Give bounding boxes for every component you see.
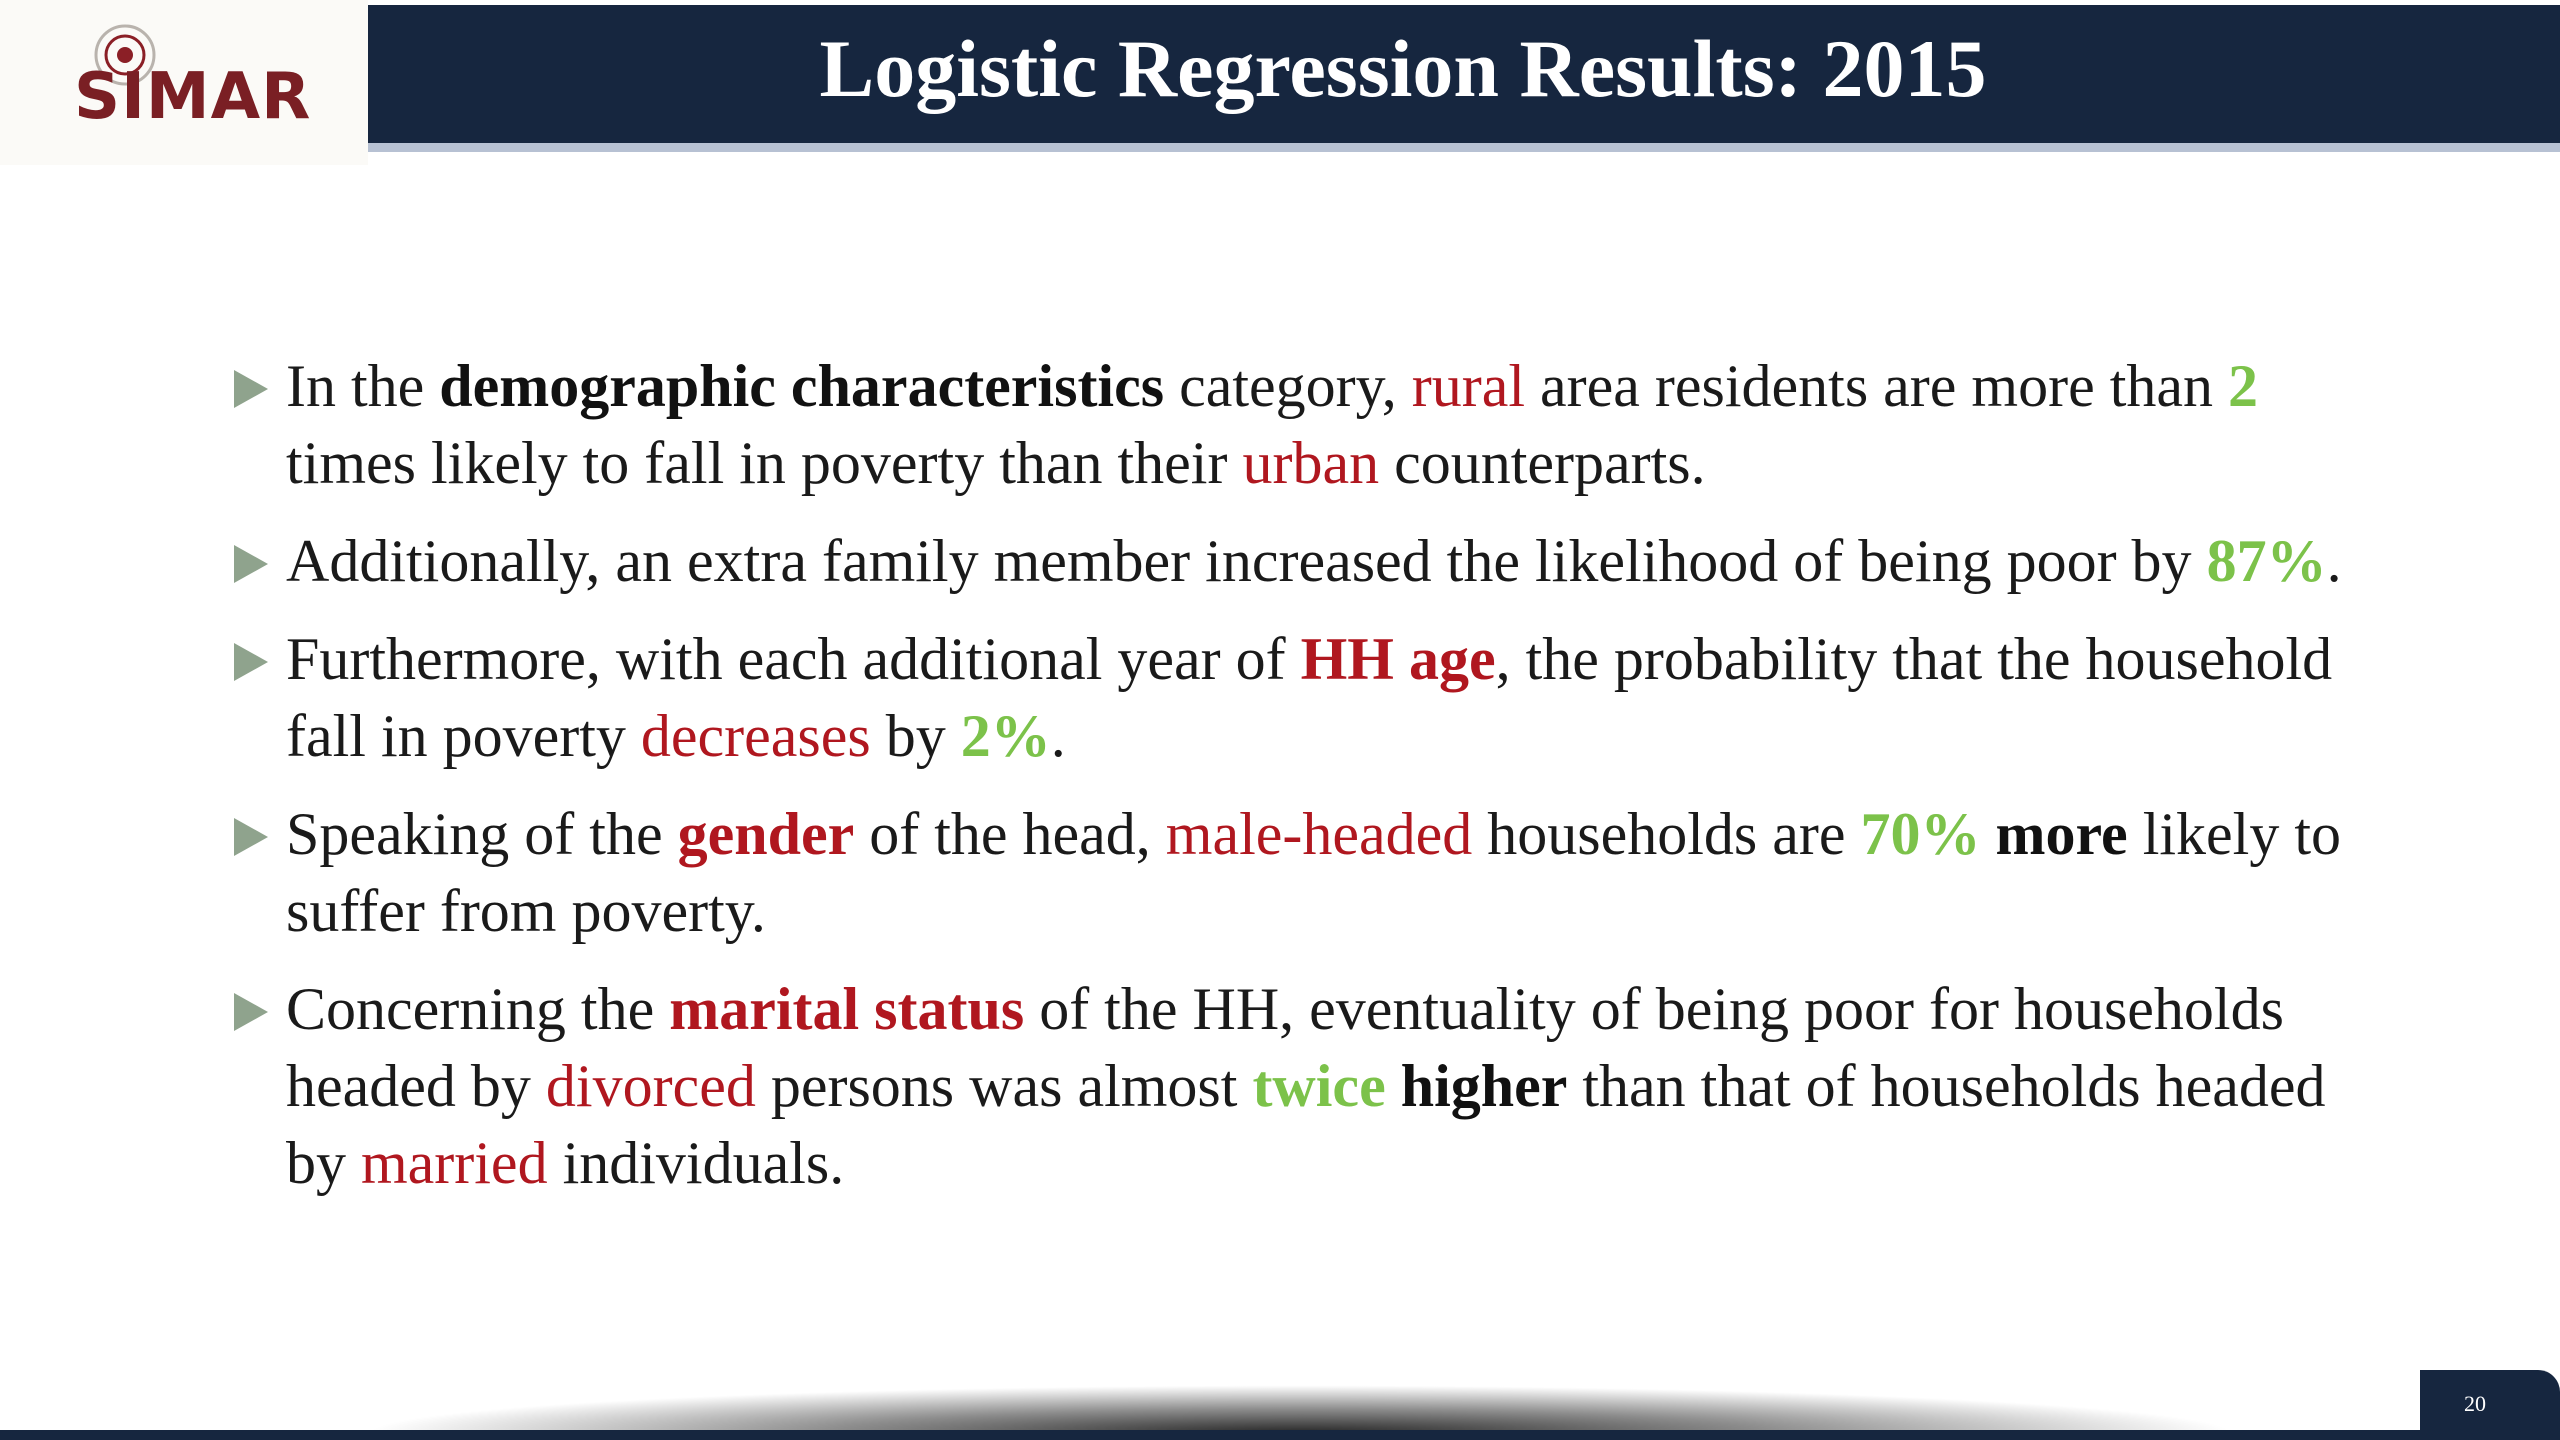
triangle-bullet-icon (234, 643, 268, 681)
text: . (2326, 528, 2342, 594)
highlight-red-bold: marital status (669, 976, 1025, 1042)
bullet-list (230, 348, 2390, 1223)
bullet-item-hh-age (230, 621, 2390, 775)
text: Furthermore, with each additional year of (286, 626, 1301, 692)
highlight-green: 2 (2228, 353, 2258, 419)
text: persons was almost (755, 1053, 1253, 1119)
bold-text: demographic characteristics (439, 353, 1165, 419)
highlight-red-bold: gender (677, 801, 855, 867)
logo-text: SIMAR (74, 60, 312, 134)
logo (0, 0, 368, 165)
highlight-red-bold: HH age (1300, 626, 1496, 692)
text: Concerning the (286, 976, 670, 1042)
text: times likely to fall in poverty than their (286, 430, 1243, 496)
page-title: Logistic Regression Results: 2015 (819, 23, 1987, 114)
highlight-red: urban (1242, 430, 1380, 496)
text: households are (1472, 801, 1861, 867)
text: of the head, (854, 801, 1166, 867)
text: individuals. (547, 1130, 845, 1196)
text: area residents are more than (1525, 353, 2228, 419)
highlight-green: twice (1252, 1053, 1386, 1119)
text: Additionally, an extra family member increased the likelihood of being poor by (286, 528, 2207, 594)
bold-text: higher (1400, 1053, 1568, 1119)
triangle-bullet-icon (234, 993, 268, 1031)
triangle-bullet-icon (234, 818, 268, 856)
text (1386, 1053, 1401, 1119)
page-number: 20 (2464, 1391, 2486, 1416)
highlight-green: 2% (960, 703, 1051, 769)
text: counterparts. (1379, 430, 1706, 496)
triangle-bullet-icon (234, 545, 268, 583)
bullet-item-demographic (230, 348, 2390, 502)
bullet-item-gender (230, 796, 2390, 950)
header-underline (368, 143, 2560, 152)
triangle-bullet-icon (234, 370, 268, 408)
highlight-red: divorced (545, 1053, 756, 1119)
bullet-item-marital-status (230, 971, 2390, 1202)
text: category, (1164, 353, 1412, 419)
bold-text: more (1995, 801, 2128, 867)
highlight-green: 70% (1860, 801, 1981, 867)
highlight-green: 87% (2206, 528, 2327, 594)
text: Speaking of the (286, 801, 678, 867)
text: than that of households headed by (286, 1053, 2326, 1196)
highlight-red: rural (1411, 353, 1526, 419)
footer-bar (0, 1430, 2560, 1440)
footer-shadow (360, 1385, 2240, 1433)
text: by (870, 703, 961, 769)
text: , the probability that the household fall in poverty (286, 626, 2333, 769)
highlight-red: married (361, 1130, 548, 1196)
text: In the (286, 353, 440, 419)
text: of the HH, eventuality of being poor for households headed by (286, 976, 2284, 1119)
text: likely to suffer from poverty. (286, 801, 2341, 944)
text (1981, 801, 1996, 867)
highlight-red: male-headed (1165, 801, 1473, 867)
text: . (1050, 703, 1066, 769)
bullet-item-family-member (230, 523, 2390, 600)
highlight-red: decreases (640, 703, 871, 769)
